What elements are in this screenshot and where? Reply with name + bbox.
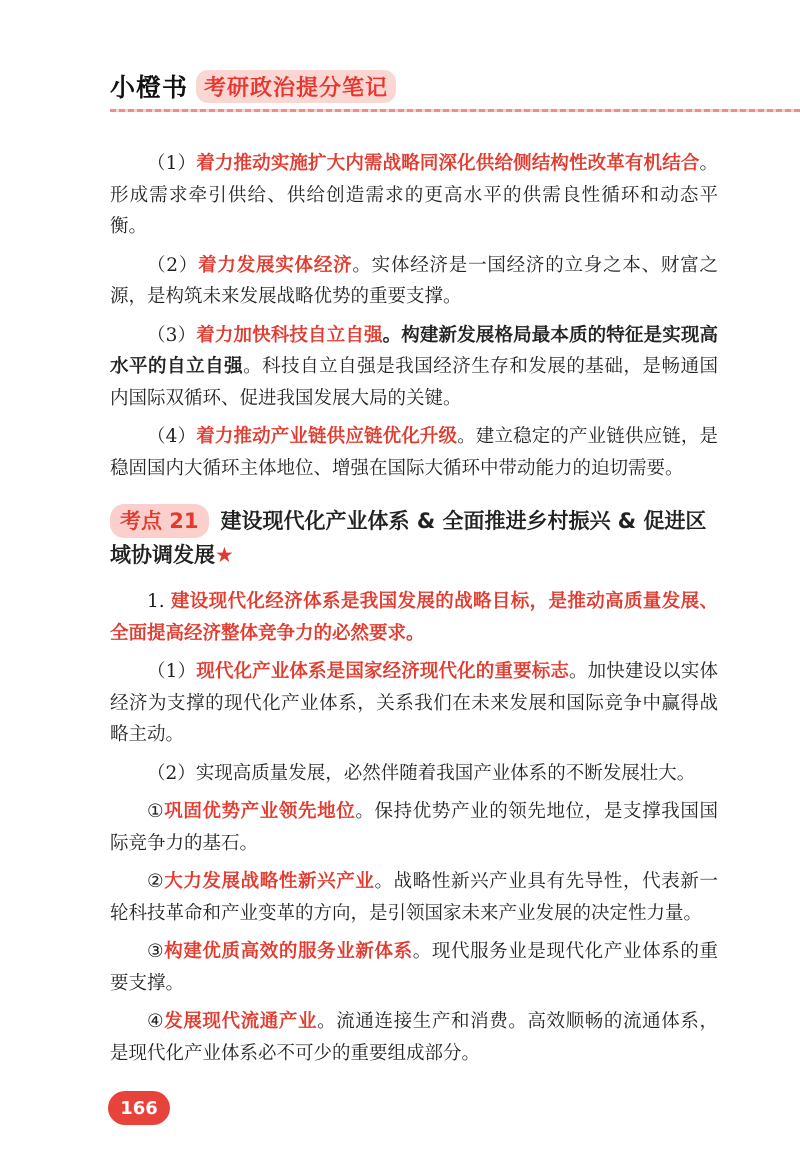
section-title: 建设现代化产业体系 & 全面推进乡村振兴 & 促进区域协调发展 xyxy=(110,509,707,567)
subitem-4 xyxy=(110,1006,718,1069)
highlight-text: 着力发展实体经济 xyxy=(198,254,353,276)
subitem-number: ② xyxy=(147,871,165,892)
body-text: 。现代服务业是现代化产业体系的重要支撑。 xyxy=(110,941,718,994)
section-heading xyxy=(110,504,718,572)
paragraph-lead: （1） xyxy=(147,153,197,174)
highlight-text: 现代化产业体系是国家经济现代化的重要标志 xyxy=(196,661,569,682)
highlight-text: 巩固优势产业领先地位 xyxy=(164,801,356,822)
paragraph-lead: （1） xyxy=(147,661,197,682)
paragraph-5 xyxy=(110,586,718,649)
paragraph-3 xyxy=(110,320,718,415)
body-text: 。形成需求牵引供给、供给创造需求的更高水平的供需良性循环和动态平衡。 xyxy=(110,153,718,237)
paragraph-4 xyxy=(110,421,718,484)
series-title: 考研政治提分笔记 xyxy=(196,70,396,103)
page-header xyxy=(110,68,396,104)
page-number: 166 xyxy=(108,1091,170,1125)
subitem-1 xyxy=(110,796,718,859)
paragraph-lead: （2） xyxy=(147,254,199,276)
star-icon: ★ xyxy=(215,543,234,567)
bold-text: 。构建新发展格局最本质的特征是实现高水平的自立自强 xyxy=(110,324,718,377)
page-content xyxy=(110,148,718,1076)
subitem-number: ④ xyxy=(147,1011,165,1032)
highlight-text: 建设现代化经济体系是我国发展的战略目标，是推动高质量发展、全面提高经济整体竞争力的必然要求。 xyxy=(110,591,718,644)
body-text: 。科技自立自强是我国经济生存和发展的基础，是畅通国内国际双循环、促进我国发展大局的关键。 xyxy=(110,356,718,409)
paragraph-2 xyxy=(110,250,718,313)
highlight-text: 着力推动产业链供应链优化升级 xyxy=(196,426,458,447)
body-text: 。实体经济是一国经济的立身之本、财富之源，是构筑未来发展战略优势的重要支撑。 xyxy=(110,254,718,307)
header-divider xyxy=(110,109,800,112)
body-text: 。建立稳定的产业链供应链，是稳固国内大循环主体地位、增强在国际大循环中带动能力的迫切需要。 xyxy=(110,426,718,479)
paragraph-lead: 1. xyxy=(147,591,165,612)
brand-title: 小橙书 xyxy=(110,73,189,102)
subitem-number: ③ xyxy=(147,941,165,962)
highlight-text: 大力发展战略性新兴产业 xyxy=(164,871,375,892)
highlight-text: 发展现代流通产业 xyxy=(164,1011,318,1032)
body-text: （2）实现高质量发展，必然伴随着我国产业体系的不断发展壮大。 xyxy=(147,762,696,784)
highlight-text: 着力加快科技自立自强 xyxy=(196,324,383,346)
body-text: 。流通连接生产和消费。高效顺畅的流通体系，是现代化产业体系必不可少的重要组成部分。 xyxy=(110,1011,718,1064)
paragraph-lead: （4） xyxy=(147,426,197,447)
subitem-3 xyxy=(110,936,718,999)
highlight-text: 构建优质高效的服务业新体系 xyxy=(164,941,413,962)
body-text: 。战略性新兴产业具有先导性，代表新一轮科技革命和产业变革的方向，是引领国家未来产业发展的决定性力量。 xyxy=(110,871,718,924)
paragraph-7 xyxy=(110,758,718,790)
subitem-2 xyxy=(110,866,718,929)
section-badge: 考点 21 xyxy=(110,504,209,538)
subitem-number: ① xyxy=(147,801,165,822)
paragraph-lead: （3） xyxy=(147,324,197,346)
highlight-text: 着力推动实施扩大内需战略同深化供给侧结构性改革有机结合 xyxy=(196,153,700,174)
body-text: 。加快建设以实体经济为支撑的现代化产业体系，关系我们在未来发展和国际竞争中赢得战略主动。 xyxy=(110,661,718,745)
body-text: 。保持优势产业的领先地位，是支撑我国国际竞争力的基石。 xyxy=(110,801,718,854)
paragraph-1 xyxy=(110,148,718,243)
paragraph-6 xyxy=(110,656,718,751)
